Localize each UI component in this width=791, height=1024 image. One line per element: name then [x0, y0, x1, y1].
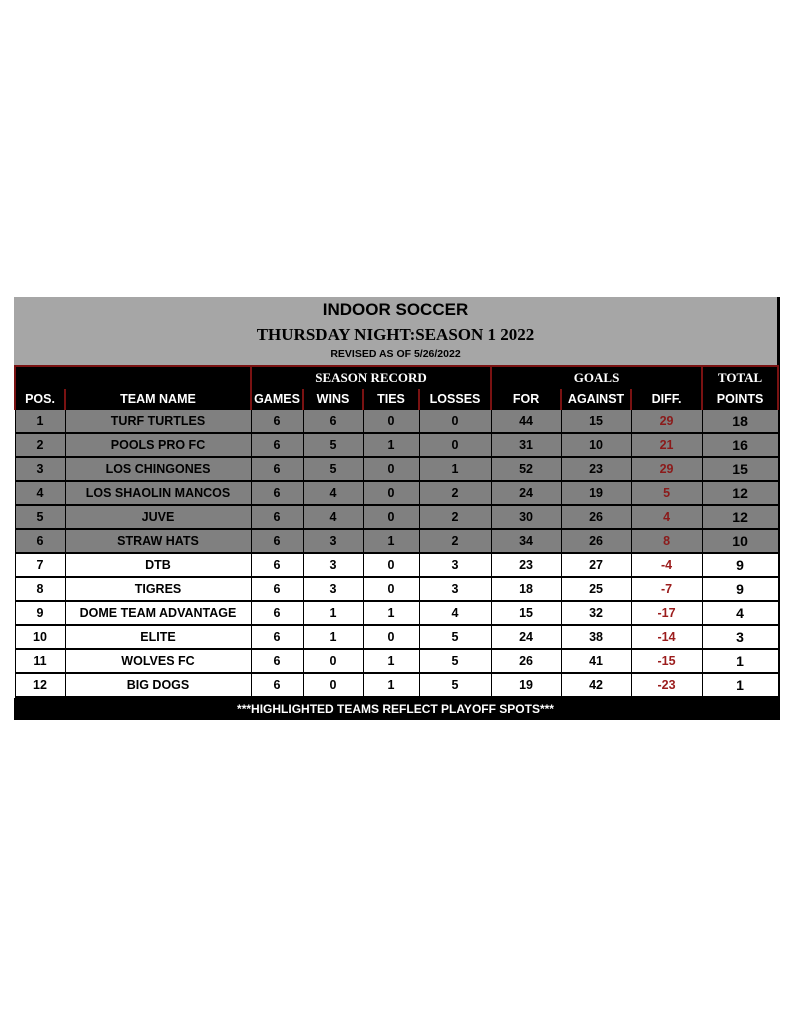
table-row: [15, 410, 778, 434]
cell-points: 18: [702, 410, 778, 434]
cell-points: 1: [702, 649, 778, 673]
cell-goals-for: 19: [491, 673, 561, 697]
cell-goals-against: 26: [561, 505, 631, 529]
cell-team-name: DTB: [65, 553, 251, 577]
table-row: [15, 625, 778, 649]
cell-games: 6: [251, 601, 303, 625]
cell-pos: 2: [15, 433, 65, 457]
cell-wins: 4: [303, 505, 363, 529]
cell-wins: 4: [303, 481, 363, 505]
cell-games: 6: [251, 457, 303, 481]
cell-losses: 5: [419, 673, 491, 697]
cell-ties: 1: [363, 649, 419, 673]
cell-games: 6: [251, 529, 303, 553]
table-row: [15, 601, 778, 625]
cell-points: 3: [702, 625, 778, 649]
cell-goals-against: 26: [561, 529, 631, 553]
cell-goals-against: 42: [561, 673, 631, 697]
cell-wins: 3: [303, 553, 363, 577]
table-row: [15, 457, 778, 481]
col-header-games: GAMES: [251, 389, 303, 410]
cell-goals-for: 34: [491, 529, 561, 553]
cell-goal-diff: -17: [631, 601, 702, 625]
cell-goals-against: 15: [561, 410, 631, 434]
cell-points: 1: [702, 673, 778, 697]
cell-goals-against: 19: [561, 481, 631, 505]
group-header-blank: [15, 366, 251, 389]
cell-losses: 2: [419, 505, 491, 529]
cell-goals-for: 52: [491, 457, 561, 481]
cell-team-name: TURF TURTLES: [65, 410, 251, 434]
page-title: INDOOR SOCCER: [322, 300, 469, 319]
cell-losses: 1: [419, 457, 491, 481]
cell-pos: 3: [15, 457, 65, 481]
cell-pos: 1: [15, 410, 65, 434]
cell-points: 12: [702, 505, 778, 529]
col-header-wins: WINS: [303, 389, 363, 410]
cell-wins: 0: [303, 649, 363, 673]
group-header-goals: GOALS: [491, 366, 702, 389]
table-row: [15, 529, 778, 553]
cell-wins: 5: [303, 433, 363, 457]
cell-points: 9: [702, 553, 778, 577]
cell-ties: 0: [363, 553, 419, 577]
cell-losses: 3: [419, 553, 491, 577]
cell-ties: 0: [363, 625, 419, 649]
table-row: [15, 553, 778, 577]
cell-losses: 3: [419, 577, 491, 601]
group-header-total: TOTAL: [702, 366, 778, 389]
cell-losses: 5: [419, 625, 491, 649]
cell-team-name: STRAW HATS: [65, 529, 251, 553]
cell-goals-against: 23: [561, 457, 631, 481]
cell-wins: 3: [303, 529, 363, 553]
cell-goals-against: 10: [561, 433, 631, 457]
cell-goal-diff: 8: [631, 529, 702, 553]
standings-body: [15, 410, 778, 698]
standings-sheet: [14, 297, 777, 720]
cell-goal-diff: -7: [631, 577, 702, 601]
col-header-ties: TIES: [363, 389, 419, 410]
cell-losses: 2: [419, 481, 491, 505]
cell-games: 6: [251, 625, 303, 649]
cell-pos: 12: [15, 673, 65, 697]
cell-games: 6: [251, 553, 303, 577]
cell-goals-against: 25: [561, 577, 631, 601]
table-row: [15, 673, 778, 697]
cell-team-name: TIGRES: [65, 577, 251, 601]
cell-goals-for: 24: [491, 481, 561, 505]
cell-ties: 1: [363, 529, 419, 553]
col-header-team-name: TEAM NAME: [65, 389, 251, 410]
cell-pos: 8: [15, 577, 65, 601]
cell-goal-diff: -15: [631, 649, 702, 673]
table-row: [15, 649, 778, 673]
cell-goals-for: 23: [491, 553, 561, 577]
cell-team-name: LOS CHINGONES: [65, 457, 251, 481]
cell-goals-against: 32: [561, 601, 631, 625]
cell-goals-for: 44: [491, 410, 561, 434]
cell-wins: 0: [303, 673, 363, 697]
table-row: [15, 481, 778, 505]
group-header-row: [15, 366, 778, 389]
cell-team-name: WOLVES FC: [65, 649, 251, 673]
cell-goals-for: 31: [491, 433, 561, 457]
page-subtitle: THURSDAY NIGHT:SEASON 1 2022: [256, 325, 535, 344]
title-block: [14, 297, 777, 365]
cell-goals-for: 30: [491, 505, 561, 529]
col-header-pos: POS.: [15, 389, 65, 410]
group-header-season-record: SEASON RECORD: [251, 366, 491, 389]
cell-wins: 1: [303, 625, 363, 649]
cell-goal-diff: 29: [631, 410, 702, 434]
cell-goal-diff: 4: [631, 505, 702, 529]
cell-points: 4: [702, 601, 778, 625]
cell-team-name: ELITE: [65, 625, 251, 649]
playoff-note: ***HIGHLIGHTED TEAMS REFLECT PLAYOFF SPOTS***: [14, 698, 777, 720]
cell-ties: 0: [363, 410, 419, 434]
cell-pos: 9: [15, 601, 65, 625]
standings-table: [14, 365, 779, 698]
cell-games: 6: [251, 649, 303, 673]
cell-games: 6: [251, 410, 303, 434]
col-header-points: POINTS: [702, 389, 778, 410]
cell-team-name: DOME TEAM ADVANTAGE: [65, 601, 251, 625]
cell-goal-diff: -14: [631, 625, 702, 649]
cell-wins: 5: [303, 457, 363, 481]
cell-games: 6: [251, 433, 303, 457]
cell-wins: 3: [303, 577, 363, 601]
cell-goals-against: 27: [561, 553, 631, 577]
cell-wins: 1: [303, 601, 363, 625]
cell-goal-diff: -23: [631, 673, 702, 697]
cell-goals-for: 26: [491, 649, 561, 673]
cell-games: 6: [251, 481, 303, 505]
cell-pos: 11: [15, 649, 65, 673]
cell-points: 16: [702, 433, 778, 457]
table-row: [15, 433, 778, 457]
cell-ties: 1: [363, 433, 419, 457]
cell-ties: 0: [363, 505, 419, 529]
cell-pos: 7: [15, 553, 65, 577]
cell-team-name: JUVE: [65, 505, 251, 529]
col-header-against: AGAINST: [561, 389, 631, 410]
cell-team-name: POOLS PRO FC: [65, 433, 251, 457]
cell-losses: 4: [419, 601, 491, 625]
cell-ties: 0: [363, 457, 419, 481]
cell-losses: 0: [419, 433, 491, 457]
cell-goal-diff: 21: [631, 433, 702, 457]
cell-losses: 5: [419, 649, 491, 673]
cell-losses: 2: [419, 529, 491, 553]
cell-ties: 0: [363, 481, 419, 505]
col-header-diff: DIFF.: [631, 389, 702, 410]
cell-wins: 6: [303, 410, 363, 434]
cell-goal-diff: -4: [631, 553, 702, 577]
cell-ties: 1: [363, 601, 419, 625]
col-header-losses: LOSSES: [419, 389, 491, 410]
cell-goals-for: 18: [491, 577, 561, 601]
cell-losses: 0: [419, 410, 491, 434]
cell-ties: 0: [363, 577, 419, 601]
cell-games: 6: [251, 673, 303, 697]
cell-points: 9: [702, 577, 778, 601]
cell-points: 15: [702, 457, 778, 481]
cell-ties: 1: [363, 673, 419, 697]
table-row: [15, 577, 778, 601]
cell-goals-against: 38: [561, 625, 631, 649]
cell-team-name: LOS SHAOLIN MANCOS: [65, 481, 251, 505]
cell-games: 6: [251, 577, 303, 601]
cell-goal-diff: 29: [631, 457, 702, 481]
cell-goals-for: 24: [491, 625, 561, 649]
cell-team-name: BIG DOGS: [65, 673, 251, 697]
cell-goals-for: 15: [491, 601, 561, 625]
cell-pos: 10: [15, 625, 65, 649]
col-header-for: FOR: [491, 389, 561, 410]
cell-goal-diff: 5: [631, 481, 702, 505]
cell-pos: 6: [15, 529, 65, 553]
column-header-row: [15, 389, 778, 410]
cell-games: 6: [251, 505, 303, 529]
revised-date: REVISED AS OF 5/26/2022: [330, 348, 461, 360]
cell-goals-against: 41: [561, 649, 631, 673]
cell-pos: 4: [15, 481, 65, 505]
table-row: [15, 505, 778, 529]
cell-points: 12: [702, 481, 778, 505]
cell-points: 10: [702, 529, 778, 553]
cell-pos: 5: [15, 505, 65, 529]
